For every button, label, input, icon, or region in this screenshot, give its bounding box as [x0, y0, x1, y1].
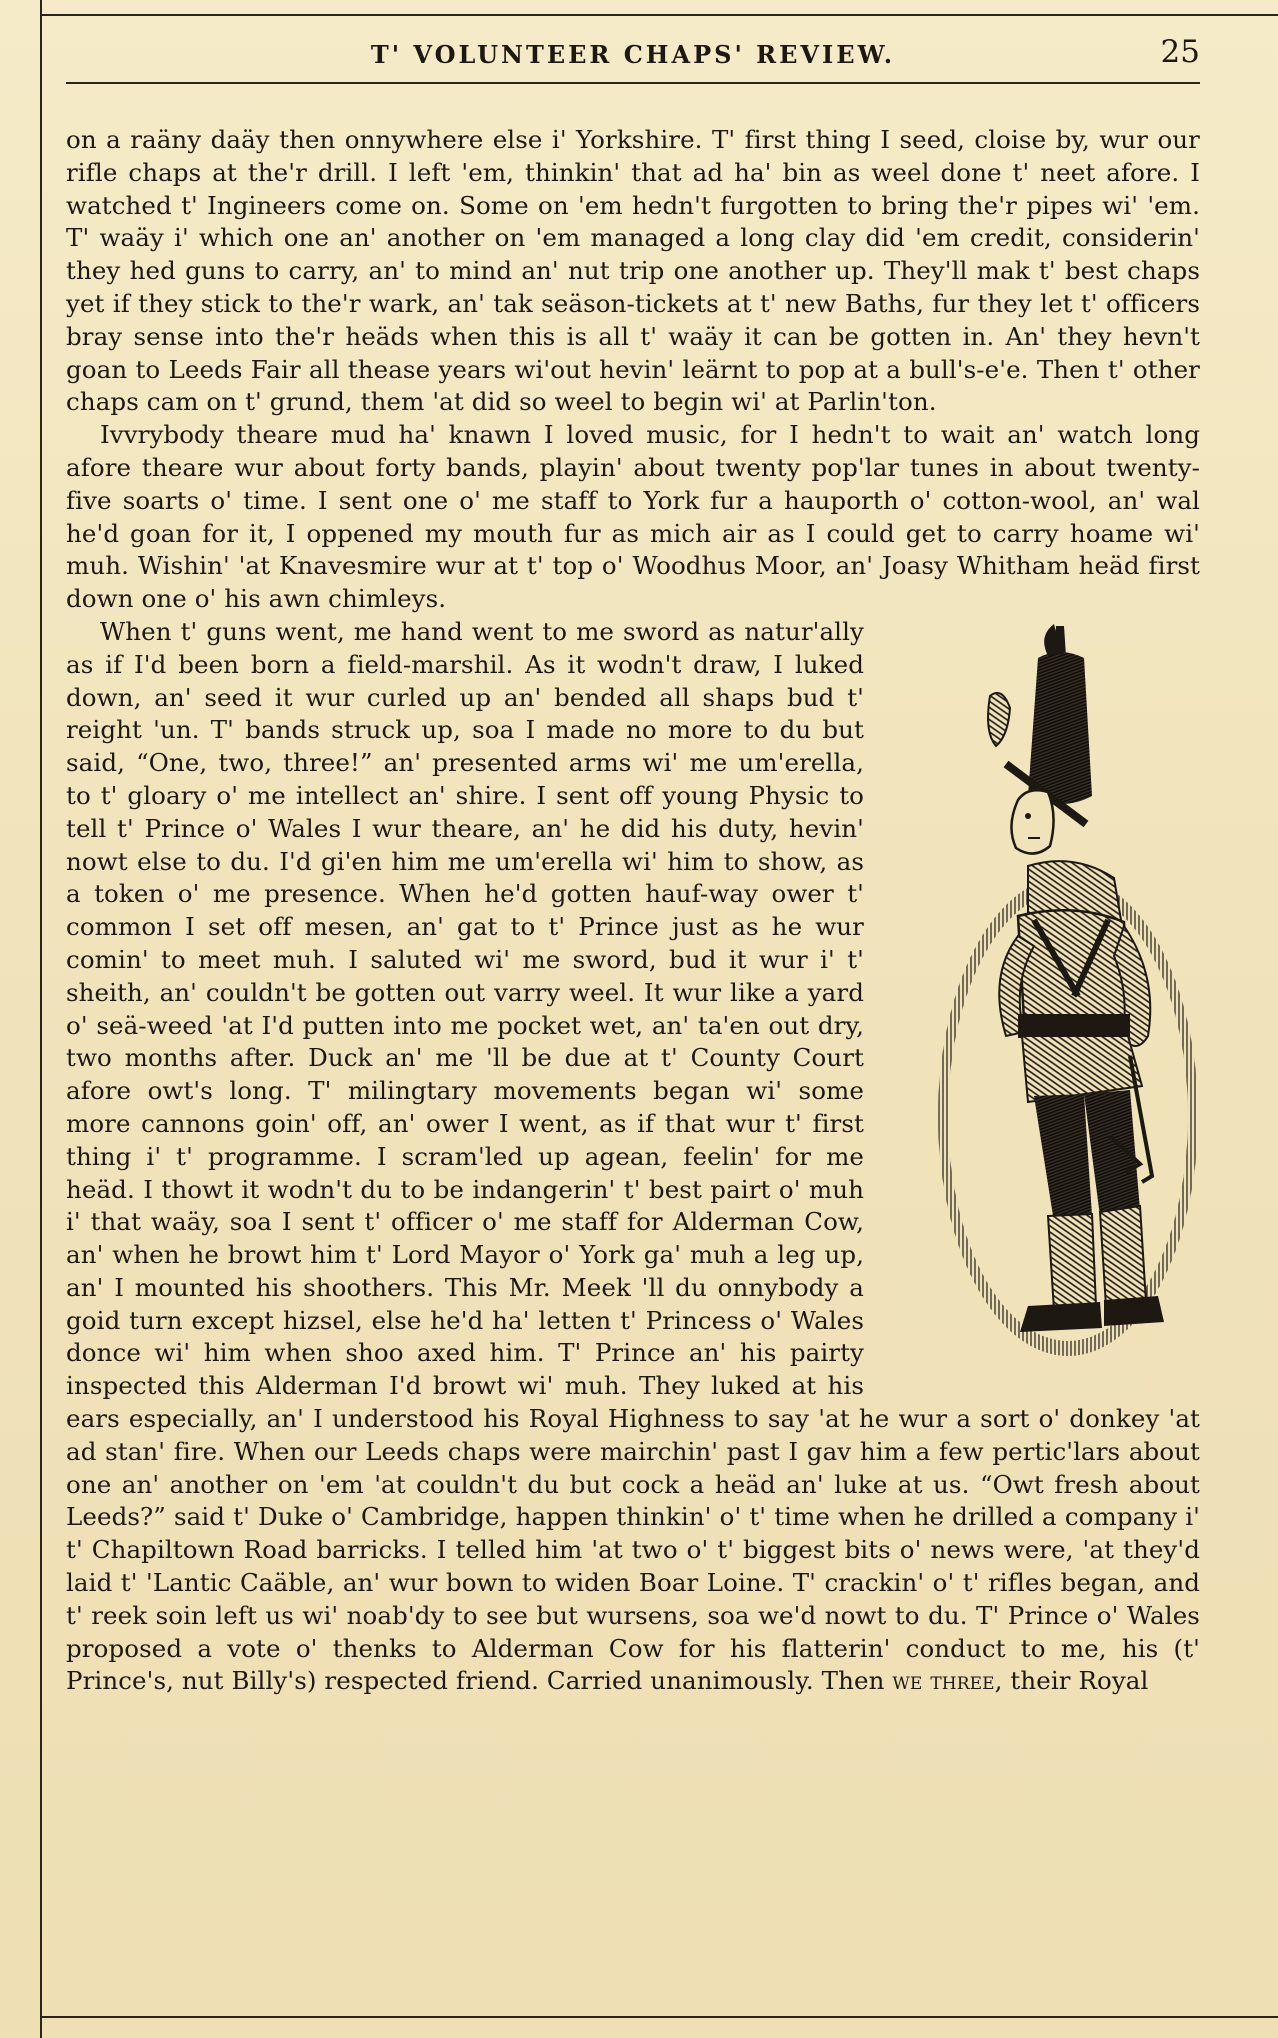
paragraph-3-text: When t' guns went, me hand went to me sword as natur'ally as if I'd been born a field-marshil. As it wodn't draw, I luked down, an' seed it wur curled up an' bended all shaps bud t' reight 'un. T' bands struck up, soa I made no more to du but said, “One, two, three!” an' presented arms wi' me um'erella, to t' gloary o' me intellect an' shire. I sent off young Physic to tell t' Prince o' Wales I wur theare, an' he did his duty, hevin' nowt else to du. I'd gi'en him me um'erella wi' him to show, as a token o' me presence. When he'd gotten hauf-way ower t' common I set off mesen, an' gat to t' Prince just as he wur comin' to meet muh. I saluted wi' me sword, bud it wur i' t' sheith, an' couldn't be gotten out varry weel. It wur like a yard o' seä-weed 'at I'd putten into me pocket wet, an' ta'en out dry, two months after. Duck an' me 'll be due at t' County Court afore owt's long. T' milingtary movements began wi' some more cannons goin' off, an' ower I went, as if that wur t' first thing i' t' programme. I scram'led up agean, feelin' for me heäd. I thowt it wodn't du to be indangerin' t' best pairt o' muh i' that waäy, soa I sent t' officer o' me staff for Alderman Cow, an' when he browt him t' Lord Mayor o' York ga' muh a leg up, an' I mounted his shoothers. This Mr. Meek 'll du onnybody a goid turn except hizsel, else he'd ha' letten t' Princess o' Wales donce wi' him when shoo axed him. T' Prince an' his pairty inspected this Alderman I'd browt wi' muh. They luked at his ears especially, an' I understood his Royal Highness to say 'at he wur a sort o' donkey 'at ad stan' fire. When our Leeds chaps were mairchin' past I gav him a few pertic'lars about one an' another on 'em 'at couldn't du but cock a heäd an' luke at us. “Owt fresh about Leeds?” said t' Duke o' Cambridge, happen thinkin' o' t' time when he drilled a company i' t' Chapiltown Road barricks. I telled him 'at two o' t' biggest bits o' news were, 'at they'd laid t' 'Lantic Caäble, an' wur bown to widen Boar Loine. T' crackin' o' t' rifles began, and t' reek soin left us wi' noab'dy to see but wursens, soa we'd nowt to du. T' Prince o' Wales proposed a vote o' thenks to Alderman Cow for his flatterin' conduct to me, his (t' Prince's, nut Billy's) respected friend. Carried unanimously. Then [66, 616, 1200, 1696]
paragraph-3-end: their Royal [1010, 1666, 1149, 1696]
top-border-rule [40, 14, 1278, 16]
paragraph-1: on a raäny daäy then onnywhere else i' Yorkshire. T' first thing I seed, cloise by, wur our rifle chaps at the'r drill. I left 'em, thinkin' that ad ha' bin as weel done t' neet afore. I watched t' Ingineers come on. Some on 'em hedn't furgotten to bring the'r pipes wi' 'em. T' waäy i' which one an' another on 'em managed a long clay did 'em credit, considerin' they hed guns to carry, an' to mind an' nut trip one another up. They'll mak t' best chaps yet if they stick to the'r wark, an' tak seäson-tickets at t' new Baths, fur they let t' officers bray sense into the'r heäds when this is all t' waäy it can be gotten in. An' they hevn't goan to Leeds Fair all thease years wi'out hevin' leärnt to pop at a bull's-e'e. Then t' other chaps cam on t' grund, them 'at did so weel to begin wi' at Parlin'ton. [66, 125, 1200, 417]
body-text [66, 124, 1200, 1698]
running-title: T' VOLUNTEER CHAPS' REVIEW. [370, 40, 896, 69]
header-rule [66, 82, 1200, 84]
paragraph-3-smallcaps: we three, [892, 1666, 1003, 1696]
bottom-border-rule [40, 2016, 1278, 2018]
left-border-rule [40, 0, 42, 2038]
soldier-illustration [878, 616, 1200, 1376]
page-header [66, 34, 1200, 78]
page-number: 25 [1160, 34, 1200, 70]
paragraph-2: Ivvrybody theare mud ha' knawn I loved music, for I hedn't to wait an' watch long afore theare wur about forty bands, playin' about twenty pop'lar tunes in about twenty-five soarts o' time. I sent one o' me staff to York fur a hauporth o' cotton-wool, an' wal he'd goan for it, I oppened my mouth fur as mich air as I could get to carry hoame wi' muh. Wishin' 'at Knavesmire wur at t' top o' Woodhus Moor, an' Joasy Whitham heäd first down one o' his awn chimleys. [66, 420, 1200, 614]
soldier-engraving-icon [878, 616, 1200, 1376]
